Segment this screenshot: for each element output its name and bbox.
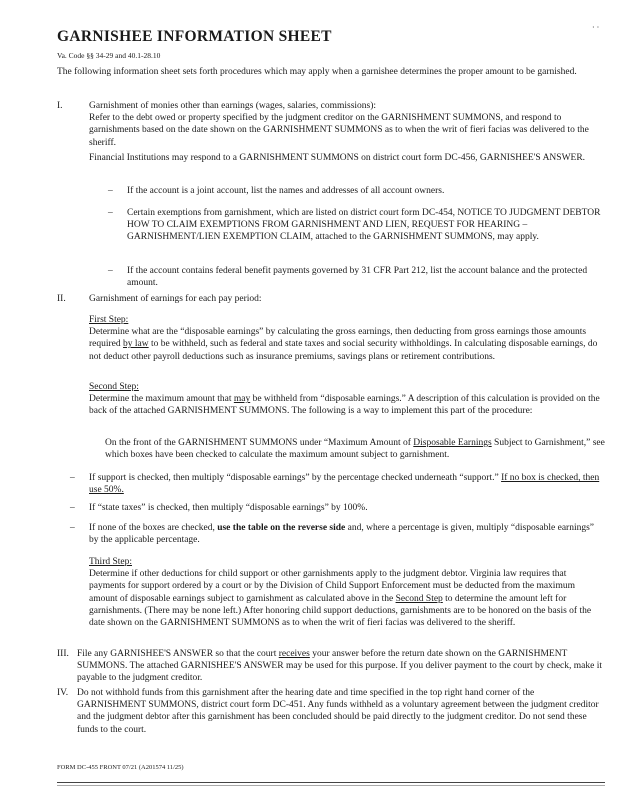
section-4 (57, 687, 605, 736)
bullet-text: If the account is a joint account, list the names and addresses of all account owners. (127, 186, 445, 196)
section-1-paragraph-2 (89, 152, 604, 164)
bullet-dash: – (70, 473, 75, 483)
form-footer: FORM DC-455 FRONT 07/21 (A201574 11/25) (57, 764, 184, 771)
section-number: IV. (57, 688, 69, 698)
third-step (89, 556, 604, 629)
bullet-dash: – (108, 266, 113, 276)
step-label: First Step: (89, 315, 129, 325)
step-label: Third Step: (89, 557, 133, 567)
section-number: I. (57, 101, 63, 111)
first-step (89, 314, 604, 363)
bullet-text: If the account contains federal benefit payments governed by 31 CFR Part 212, list the account balance and the protected amount. (127, 266, 588, 289)
section-heading: Garnishment of monies other than earnings (wages, salaries, commissions): (89, 101, 377, 111)
paragraph-text: Financial Institutions may respond to a GARNISHMENT SUMMONS on district court form DC-456, GARNISHEE'S ANSWER. (89, 153, 586, 163)
bullet-item (108, 265, 605, 289)
bullet-text: If support is checked, then multiply “disposable earnings” by the percentage checked underneath “support.” If no box is checked, then use 50%. (89, 473, 600, 496)
section-2 (57, 293, 604, 305)
bullet-dash: – (108, 208, 113, 218)
bullet-item (70, 472, 604, 496)
bottom-rule (57, 782, 605, 783)
bullet-dash: – (108, 186, 113, 196)
code-reference: Va. Code §§ 34-29 and 40.1-28.10 (57, 51, 161, 60)
step-text: On the front of the GARNISHMENT SUMMONS under “Maximum Amount of Disposable Earnings Subject to Garnishment,” see which boxes have been checked to calculate the maximum amount subject to garnishment. (105, 438, 605, 461)
bullet-text: Certain exemptions from garnishment, which are listed on district court form DC-454, NOTICE TO JUDGMENT DEBTOR HOW TO CLAIM EXEMPTIONS FROM GARNISHMENT AND LIEN, REQUEST FOR HEARING – GARNISHMENT/LIEN EXEMPTION CLAIM, attached to the GARNISHMENT SUMMONS, may apply. (127, 208, 601, 243)
section-heading: Garnishment of earnings for each pay period: (89, 294, 262, 304)
bullet-item (108, 185, 605, 197)
bottom-rule-shadow (57, 785, 605, 786)
bullet-item (108, 207, 605, 244)
section-number: III. (57, 649, 69, 659)
bullet-dash: – (70, 503, 75, 513)
step-text: Determine what are the “disposable earnings” by calculating the gross earnings, then deducting from gross earnings those amounts required by law to be withheld, such as federal and state taxes and social security withholdings. In calculating disposable earnings, do not deduct other payroll deductions such as insurance premiums, savings plans or retirement contributions. (89, 327, 598, 362)
step-text: Determine if other deductions for child support or other garnishments apply to the judgment debtor. Virginia law requires that payments for support ordered by a court or by the Division of Child Support Enforcement must be deducted from the maximum amount of disposable earnings subject to garnishment as calculated above in the Second Step to determine the amount left for garnishments. (There may be none left.) After honoring child support deductions, garnishments are to be honored on the basis of the date shown on the GARNISHMENT SUMMONS as to when the writ of fieri facias was delivered to the sheriff. (89, 569, 592, 629)
section-paragraph: Refer to the debt owed or property specified by the judgment creditor on the GARNISHMENT SUMMONS, and respond to garnishments based on the date shown on the GARNISHMENT SUMMONS as to when the writ of fieri facias was delivered to the sheriff. (89, 113, 589, 148)
bullet-text: If none of the boxes are checked, use the table on the reverse side and, where a percentage is given, multiply “disposable earnings” by the applicable percentage. (89, 523, 595, 546)
page-title: GARNISHEE INFORMATION SHEET (57, 28, 332, 45)
second-step-instruction (105, 437, 605, 461)
step-text: Determine the maximum amount that may be withheld from “disposable earnings.” A description of this calculation is provided on the back of the attached GARNISHMENT SUMMONS. The following is a way to implement this part of the procedure: (89, 394, 600, 417)
bullet-item (70, 502, 604, 514)
scan-mark: · · (592, 23, 600, 32)
section-3 (57, 648, 605, 685)
section-text: File any GARNISHEE'S ANSWER so that the court receives your answer before the return date shown on the GARNISHMENT SUMMONS. The attached GARNISHEE'S ANSWER may be used for this purpose. If you deliver payment to the court by check, make it payable to the judgment creditor. (77, 649, 602, 684)
bullet-item (70, 522, 604, 546)
section-number: II. (57, 294, 66, 304)
bullet-text: If “state taxes” is checked, then multiply “disposable earnings” by 100%. (89, 503, 368, 513)
section-1 (57, 100, 604, 149)
intro-paragraph: The following information sheet sets forth procedures which may apply when a garnishee determines the proper amount to be garnished. (57, 67, 577, 77)
section-text: Do not withhold funds from this garnishment after the hearing date and time specified in the top right hand corner of the GARNISHMENT SUMMONS, district court form DC-451. Any funds withheld as a voluntary agreement between the judgment creditor and the judgment debtor after this garnishment has been concluded should be paid directly to the judgment creditor. Do not send these funds to the court. (77, 688, 599, 735)
bullet-dash: – (70, 523, 75, 533)
second-step (89, 381, 604, 418)
step-label: Second Step: (89, 382, 139, 392)
